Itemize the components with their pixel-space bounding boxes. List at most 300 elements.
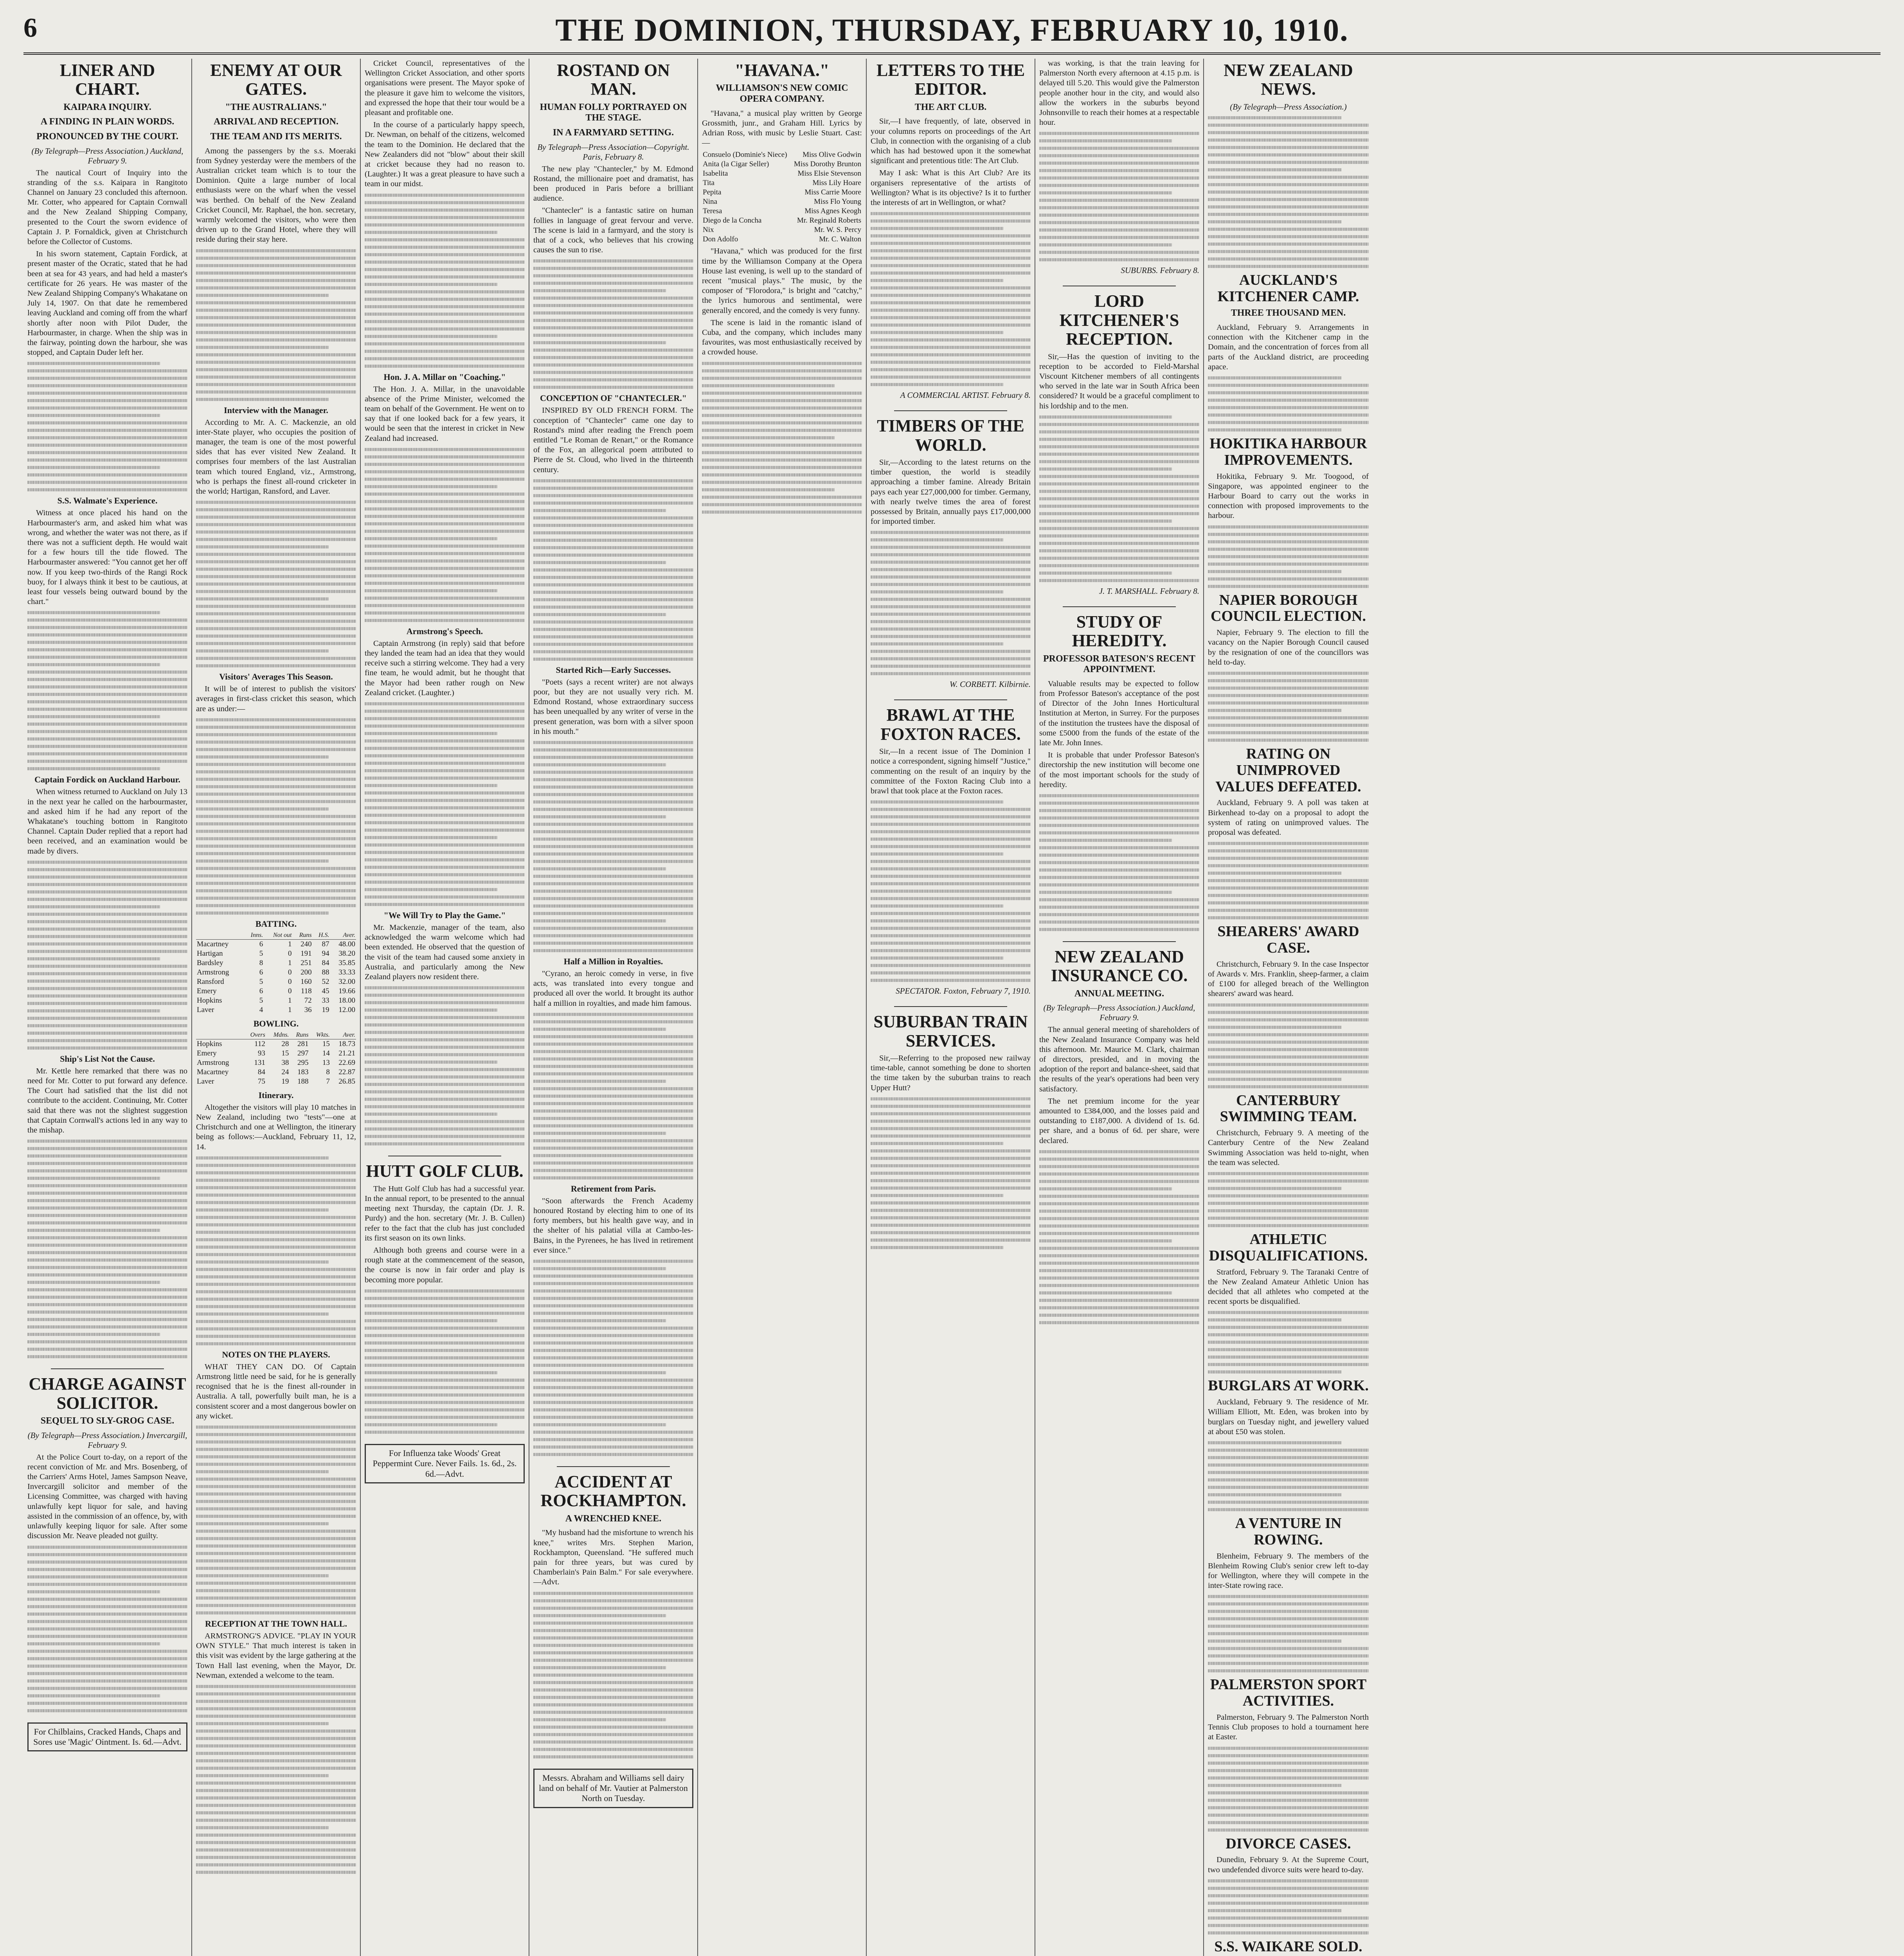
text-line-filler bbox=[871, 1194, 1003, 1197]
cast-row bbox=[702, 160, 862, 169]
table-cell: 19.66 bbox=[338, 987, 355, 995]
text-line-filler bbox=[1208, 1348, 1369, 1351]
text-line-filler bbox=[365, 1105, 525, 1108]
text-line-filler bbox=[702, 406, 862, 410]
text-line-filler bbox=[196, 1811, 356, 1814]
text-line-filler bbox=[365, 1053, 525, 1056]
text-line-filler bbox=[365, 485, 497, 488]
text-line-filler bbox=[27, 1192, 187, 1195]
dateline: (By Telegraph—Press Association.) Invercargill, February 9. bbox=[27, 1430, 187, 1450]
text-line-filler bbox=[533, 1681, 693, 1684]
text-line-filler bbox=[702, 421, 862, 424]
text-line-filler bbox=[196, 1342, 356, 1345]
article bbox=[533, 1472, 693, 1758]
text-line-filler bbox=[27, 1046, 187, 1050]
text-line-filler bbox=[871, 590, 1003, 593]
text-line-filler bbox=[196, 1722, 329, 1725]
text-line-filler bbox=[1039, 1217, 1199, 1220]
text-line-filler bbox=[1039, 1202, 1199, 1205]
text-line-filler bbox=[365, 1356, 525, 1359]
text-line-filler bbox=[533, 516, 693, 520]
text-line-filler bbox=[871, 620, 1031, 623]
text-line-filler bbox=[1208, 161, 1369, 164]
text-line-filler bbox=[365, 1083, 525, 1086]
text-line-filler bbox=[533, 1356, 693, 1359]
text-line-filler bbox=[365, 777, 525, 780]
text-line-filler bbox=[196, 257, 356, 260]
text-line-filler bbox=[196, 1492, 356, 1496]
column-8 bbox=[1204, 59, 1373, 1956]
text-line-filler bbox=[1208, 672, 1369, 675]
text-line-filler bbox=[1208, 176, 1369, 179]
table-cell: 8 bbox=[259, 958, 263, 967]
text-line-filler bbox=[702, 384, 835, 387]
table-caption: BOWLING. bbox=[253, 1018, 299, 1028]
brief-headline: CANTERBURY SWIMMING TEAM. bbox=[1220, 1092, 1357, 1125]
text-line-filler bbox=[1208, 413, 1369, 417]
table-cell: 1 bbox=[288, 940, 292, 948]
text-line-filler bbox=[1208, 1916, 1369, 1920]
text-line-filler bbox=[533, 860, 693, 863]
article bbox=[1039, 292, 1199, 596]
brief-text: Auckland, February 9. The residence of Mr. William Elliott, Mt. Eden, was broken into by burglars on Tuesday night, and jewellery valued at about £50 was stolen. bbox=[1208, 1398, 1369, 1436]
text-line-filler bbox=[1039, 147, 1199, 150]
text-line-filler bbox=[533, 1438, 693, 1441]
text-line-filler bbox=[1208, 1018, 1369, 1021]
text-line-filler bbox=[196, 642, 356, 645]
text-line-filler bbox=[871, 575, 1031, 579]
text-line-filler bbox=[27, 708, 187, 711]
text-line-filler bbox=[196, 741, 356, 744]
paragraph: It will be of interest to publish the visitors' averages in first-class cricket this season, which are as under:— bbox=[196, 685, 356, 713]
text-line-filler bbox=[1208, 1762, 1369, 1765]
text-line-filler bbox=[196, 301, 356, 304]
text-line-filler bbox=[533, 1297, 693, 1300]
text-line-filler bbox=[533, 1644, 693, 1647]
subheadline: ARRIVAL AND RECEPTION. bbox=[214, 117, 338, 127]
text-line-filler bbox=[27, 1032, 187, 1035]
brief-headline: SHEARERS' AWARD CASE. bbox=[1217, 923, 1359, 956]
text-line-filler bbox=[27, 767, 160, 770]
text-line-filler bbox=[702, 473, 862, 476]
text-line-filler bbox=[365, 1364, 525, 1367]
text-line-filler bbox=[533, 890, 693, 893]
text-line-filler bbox=[196, 1208, 329, 1212]
text-line-filler bbox=[1039, 191, 1172, 194]
headline: LORD KITCHENER'S RECEPTION. bbox=[1059, 291, 1179, 349]
text-line-filler bbox=[365, 335, 497, 338]
text-line-filler bbox=[533, 304, 693, 307]
text-line-filler bbox=[533, 1095, 693, 1098]
text-line-filler bbox=[871, 1134, 1031, 1138]
paragraph: In his sworn statement, Captain Fordick, at present master of the Ocratic, stated that he had been at sea for 43 years, and had held a master's certificate for 26 years. He was master of the New Zealand Shipping Company's Whakatane on July 14, 1907. On that date he remembered leaving Auckland and coming off from the wharf shortly after noon with Pilot Duder, the Harbourmaster, in charge. When the ship was in the fairway, pointing down the harbour, she was stopped, and Captain Duder left her. bbox=[27, 250, 187, 357]
text-line-filler bbox=[871, 845, 1031, 848]
paragraph: Sir,—I have frequently, of late, observed in your columns reports on proceedings of the Art Club, in connection with the organising of a club which has had bestowed upon it the somewhat significant and pretentious title: The Art Club. bbox=[871, 117, 1031, 165]
text-line-filler bbox=[533, 1334, 693, 1337]
text-line-filler bbox=[1208, 1669, 1369, 1672]
text-line-filler bbox=[533, 1260, 693, 1263]
text-line-filler bbox=[533, 771, 693, 774]
text-line-filler bbox=[871, 1097, 1031, 1100]
text-line-filler bbox=[871, 627, 1031, 631]
text-line-filler bbox=[533, 1431, 693, 1434]
text-line-filler bbox=[365, 710, 525, 713]
text-line-filler bbox=[702, 392, 862, 395]
section-subhead: Captain Fordick on Auckland Harbour. bbox=[34, 775, 180, 785]
table-cell: 48.00 bbox=[338, 940, 355, 948]
text-line-filler bbox=[1208, 879, 1369, 882]
text-line-filler bbox=[196, 530, 356, 534]
text-line-filler bbox=[196, 1478, 356, 1481]
table-cell: 84 bbox=[322, 958, 329, 967]
brief-headline: PALMERSTON SPORT ACTIVITIES. bbox=[1210, 1676, 1367, 1710]
table-cell: 251 bbox=[301, 958, 312, 967]
text-line-filler bbox=[533, 509, 666, 512]
text-line-filler bbox=[533, 531, 693, 534]
text-line-filler bbox=[702, 377, 862, 380]
table-row bbox=[196, 968, 356, 977]
text-line-filler bbox=[871, 838, 1031, 841]
text-line-filler bbox=[533, 1154, 693, 1157]
text-line-filler bbox=[533, 1147, 693, 1150]
text-line-filler bbox=[196, 800, 356, 803]
cast-row bbox=[702, 207, 862, 216]
text-line-filler bbox=[196, 807, 329, 811]
text-line-filler bbox=[533, 1755, 693, 1758]
paragraph: Mr. Kettle here remarked that there was no need for Mr. Cotter to put forward any defence. The Court had satisfied that the list did not contribute to the accident. Continuing, Mr. Cotter said that there was not the slightest suggestion that Captain Cornwall's actions led in any way to the mishap. bbox=[27, 1066, 187, 1135]
text-line-filler bbox=[1208, 849, 1369, 852]
text-line-filler bbox=[533, 823, 693, 826]
cast-cell: Miss Agnes Keogh bbox=[804, 207, 861, 216]
text-line-filler bbox=[1208, 228, 1369, 231]
text-line-filler bbox=[533, 1416, 693, 1419]
text-line-filler bbox=[365, 799, 525, 802]
text-line-filler bbox=[365, 814, 525, 817]
text-line-filler bbox=[196, 867, 356, 870]
text-line-filler bbox=[533, 635, 693, 638]
text-line-filler bbox=[196, 1834, 356, 1837]
text-line-filler bbox=[27, 436, 187, 439]
text-line-filler bbox=[196, 353, 356, 356]
text-line-filler bbox=[533, 326, 693, 329]
text-line-filler bbox=[27, 1244, 187, 1247]
text-line-filler bbox=[1039, 542, 1199, 545]
text-line-filler bbox=[365, 619, 525, 622]
text-line-filler bbox=[196, 1312, 329, 1316]
text-line-filler bbox=[702, 444, 862, 447]
text-line-filler bbox=[1208, 1894, 1369, 1897]
text-line-filler bbox=[27, 369, 187, 372]
text-line-filler bbox=[871, 1142, 1003, 1145]
text-line-filler bbox=[196, 1283, 356, 1286]
text-line-filler bbox=[871, 316, 1031, 319]
text-line-filler bbox=[533, 1740, 693, 1744]
text-line-filler bbox=[365, 732, 497, 735]
divider bbox=[894, 699, 1007, 700]
text-line-filler bbox=[1039, 438, 1199, 441]
text-line-filler bbox=[1208, 168, 1341, 171]
section-subhead: Visitors' Averages This Season. bbox=[219, 672, 333, 682]
dateline: (By Telegraph—Press Association.) bbox=[1230, 102, 1347, 111]
text-line-filler bbox=[871, 546, 1031, 549]
text-line-filler bbox=[196, 852, 356, 855]
table-cell: 112 bbox=[254, 1039, 265, 1048]
paragraph: INSPIRED BY OLD FRENCH FORM. The conception of "Chantecler" came one day to Rostand's mind after reading the French poem entitled "Le Roman de Renart," or the Romance of the Fox, an allegorical poem attributed to Pierre de St. Cloud, who lived in the thirteenth century. bbox=[533, 406, 693, 474]
text-line-filler bbox=[1039, 906, 1199, 909]
text-line-filler bbox=[27, 656, 187, 659]
subheadline: A FINDING IN PLAIN WORDS. bbox=[40, 117, 175, 127]
text-line-filler bbox=[365, 313, 525, 316]
text-line-filler bbox=[1208, 716, 1369, 719]
text-line-filler bbox=[1208, 1341, 1369, 1344]
table-cell: 1 bbox=[288, 996, 292, 1005]
table-cell: Hopkins bbox=[197, 1039, 222, 1048]
headline: ENEMY AT OUR GATES. bbox=[210, 61, 342, 99]
text-line-filler bbox=[533, 311, 693, 315]
text-line-filler bbox=[871, 257, 1031, 260]
text-line-filler bbox=[365, 881, 525, 884]
text-line-filler bbox=[1039, 228, 1199, 232]
table-cell: 21.21 bbox=[338, 1049, 355, 1057]
text-line-filler bbox=[1208, 1033, 1369, 1036]
table-cell: Laver bbox=[197, 1077, 214, 1086]
text-line-filler bbox=[871, 531, 1031, 534]
text-line-filler bbox=[533, 371, 693, 374]
text-line-filler bbox=[27, 1333, 160, 1336]
text-line-filler bbox=[196, 1819, 356, 1822]
text-line-filler bbox=[1208, 146, 1369, 149]
text-line-filler bbox=[871, 912, 1031, 915]
text-line-filler bbox=[365, 515, 525, 518]
text-line-filler bbox=[871, 279, 1003, 282]
text-line-filler bbox=[1208, 1909, 1341, 1912]
article bbox=[196, 61, 356, 1874]
text-line-filler bbox=[871, 882, 1031, 885]
subheadline: PROFESSOR BATESON'S RECENT APPOINTMENT. bbox=[1043, 653, 1195, 675]
table-cell: Ransford bbox=[197, 977, 224, 986]
text-line-filler bbox=[1039, 460, 1199, 463]
text-line-filler bbox=[365, 589, 497, 592]
text-line-filler bbox=[702, 399, 862, 402]
brief-text: Stratford, February 9. The Taranaki Centre of the New Zealand Amateur Athletic Union has decided that all athletes who competed at the recent sports be disqualified. bbox=[1208, 1267, 1369, 1306]
text-line-filler bbox=[365, 1401, 525, 1404]
text-line-filler bbox=[196, 264, 356, 267]
text-line-filler bbox=[533, 494, 693, 497]
text-line-filler bbox=[27, 994, 187, 998]
table-cell: 75 bbox=[257, 1077, 265, 1086]
text-line-filler bbox=[27, 481, 187, 484]
table-cell: 33.33 bbox=[338, 968, 355, 976]
text-line-filler bbox=[533, 576, 693, 579]
text-line-filler bbox=[1208, 116, 1341, 119]
text-line-filler bbox=[365, 463, 525, 466]
text-line-filler bbox=[196, 1737, 356, 1740]
text-line-filler bbox=[196, 1507, 356, 1510]
text-line-filler bbox=[871, 904, 1003, 908]
text-line-filler bbox=[27, 1024, 187, 1027]
text-line-filler bbox=[1039, 505, 1199, 508]
text-line-filler bbox=[533, 756, 693, 759]
text-line-filler bbox=[871, 927, 1031, 930]
text-line-filler bbox=[1039, 176, 1199, 180]
text-line-filler bbox=[365, 455, 525, 458]
text-line-filler bbox=[196, 1223, 356, 1226]
text-line-filler bbox=[871, 294, 1031, 297]
text-line-filler bbox=[533, 793, 693, 796]
text-line-filler bbox=[365, 873, 525, 876]
subheadline: KAIPARA INQUIRY. bbox=[63, 102, 151, 112]
text-line-filler bbox=[27, 760, 187, 763]
text-line-filler bbox=[365, 851, 525, 854]
text-line-filler bbox=[196, 1530, 356, 1533]
paragraph: Sir,—In a recent issue of The Dominion I notice a correspondent, signing himself "Justice," commenting on the result of an inquiry by the committee of the Foxton Racing Club into a brawl that took place at the Foxton races. bbox=[871, 747, 1031, 795]
subheadline: PRONOUNCED BY THE COURT. bbox=[36, 131, 178, 142]
text-line-filler bbox=[365, 1304, 525, 1307]
text-line-filler bbox=[196, 294, 329, 297]
column-header: Aver. bbox=[330, 931, 356, 940]
text-line-filler bbox=[1208, 1311, 1369, 1314]
text-line-filler bbox=[196, 1305, 356, 1308]
text-line-filler bbox=[27, 1560, 187, 1564]
text-line-filler bbox=[871, 971, 1031, 974]
text-line-filler bbox=[1208, 909, 1369, 912]
text-line-filler bbox=[533, 613, 666, 616]
text-line-filler bbox=[27, 737, 187, 741]
stats-table bbox=[196, 1031, 356, 1086]
text-line-filler bbox=[196, 1433, 356, 1436]
section-subhead: CONCEPTION OF "CHANTECLER." bbox=[540, 393, 687, 403]
text-line-filler bbox=[196, 1470, 329, 1473]
text-line-filler bbox=[196, 1685, 356, 1688]
text-line-filler bbox=[1039, 453, 1199, 456]
text-line-filler bbox=[1039, 139, 1172, 142]
paragraph: At the Police Court to-day, on a report of the recent conviction of Mr. and Mrs. Bosenberg, of the Carriers' Arms Hotel, James Sampson Neave, Invercargill solicitor and member of the Licensing Committee, was charged with having unlawfully kept liquor for sale, and having assisted in the commission of an offence, by, with unlawfully keeping liquor for sale. After some discussion Mr. Neave pleaded not guilty. bbox=[27, 1453, 187, 1541]
text-line-filler bbox=[196, 1559, 356, 1562]
text-line-filler bbox=[1208, 1333, 1369, 1336]
text-line-filler bbox=[871, 605, 1031, 608]
text-line-filler bbox=[533, 882, 693, 885]
brief-headline: ATHLETIC DISQUALIFICATIONS. bbox=[1209, 1231, 1368, 1264]
text-line-filler bbox=[365, 1423, 497, 1426]
table-cell: 6 bbox=[259, 940, 263, 948]
table-cell: 28 bbox=[281, 1039, 289, 1048]
text-line-filler bbox=[27, 883, 187, 886]
paragraph: "Havana," a musical play written by George Grossmith, junr., and Graham Hill. Lyrics by Adrian Ross, with music by Leslie Stuart. Cast:— bbox=[702, 109, 862, 147]
text-line-filler bbox=[533, 1312, 693, 1315]
section-subhead: RECEPTION AT THE TOWN HALL. bbox=[205, 1619, 347, 1629]
text-line-filler bbox=[1039, 482, 1199, 485]
table-cell: 0 bbox=[288, 987, 292, 995]
brief-text: Napier, February 9. The election to fill the vacancy on the Napier Borough Council caused by the resignation of one of the councillors was held to-day. bbox=[1208, 628, 1369, 667]
text-line-filler bbox=[1208, 1070, 1369, 1073]
text-line-filler bbox=[533, 334, 693, 337]
table-cell: 18.00 bbox=[338, 996, 355, 1005]
text-line-filler bbox=[533, 1282, 693, 1285]
text-line-filler bbox=[196, 324, 356, 327]
text-line-filler bbox=[533, 897, 693, 900]
divider bbox=[894, 1006, 1007, 1007]
column-header bbox=[196, 931, 244, 940]
text-line-filler bbox=[27, 414, 160, 417]
table-cell: 5 bbox=[259, 977, 263, 986]
text-line-filler bbox=[365, 342, 525, 345]
text-line-filler bbox=[871, 964, 1031, 967]
text-line-filler bbox=[27, 1199, 187, 1202]
text-line-filler bbox=[365, 994, 525, 997]
text-line-filler bbox=[27, 1613, 187, 1616]
paragraph: The net premium income for the year amounted to £384,000, and the losses paid and outstanding to £187,000. A dividend of 1s. 6d. per share, and a bonus of 6d. per share, were declared. bbox=[1039, 1097, 1199, 1145]
text-line-filler bbox=[871, 657, 1031, 660]
text-line-filler bbox=[27, 876, 187, 879]
brief-text: Dunedin, February 9. At the Supreme Court, two undefended divorce suits were heard to-day. bbox=[1208, 1855, 1369, 1874]
table-row bbox=[196, 977, 356, 987]
text-line-filler bbox=[1039, 236, 1199, 239]
text-line-filler bbox=[1039, 1299, 1199, 1302]
text-line-filler bbox=[1208, 1625, 1369, 1628]
text-line-filler bbox=[533, 1379, 693, 1382]
text-line-filler bbox=[27, 928, 187, 931]
table-cell: 0 bbox=[288, 968, 292, 976]
text-line-filler bbox=[533, 386, 693, 389]
headline: ROSTAND ON MAN. bbox=[557, 61, 670, 99]
text-line-filler bbox=[871, 613, 1031, 616]
text-line-filler bbox=[196, 830, 356, 833]
text-line-filler bbox=[27, 1348, 187, 1351]
text-line-filler bbox=[365, 1408, 525, 1411]
text-line-filler bbox=[196, 279, 356, 282]
text-line-filler bbox=[871, 635, 1031, 638]
text-line-filler bbox=[365, 1038, 525, 1041]
text-line-filler bbox=[27, 745, 187, 748]
text-line-filler bbox=[871, 1112, 1031, 1115]
text-line-filler bbox=[196, 904, 356, 907]
text-line-filler bbox=[196, 1707, 356, 1710]
text-line-filler bbox=[196, 1171, 356, 1174]
text-line-filler bbox=[196, 1231, 356, 1234]
cast-cell: Pepita bbox=[703, 188, 722, 197]
text-line-filler bbox=[1208, 391, 1369, 394]
text-line-filler bbox=[196, 1796, 356, 1800]
text-line-filler bbox=[1208, 585, 1369, 588]
paragraph: Altogether the visitors will play 10 matches in New Zealand, including two "tests"—one at Christchurch and one at Wellington, the itinerary being as follows:—Auckland, February 11, 12, 14. bbox=[196, 1103, 356, 1151]
paragraph: The nautical Court of Inquiry into the stranding of the s.s. Kaipara in Rangitoto Channel on January 23 concluded this afternoon. Mr. Cotter, who appeared for Captain Cornwall and the New Zealand Shipping Company, presented to the Court the sworn evidence of Captain J. P. Fornaldick, given at Christchurch before the Collector of Customs. bbox=[27, 168, 187, 246]
brief-headline: AUCKLAND'S KITCHENER CAMP. bbox=[1217, 271, 1359, 305]
text-line-filler bbox=[533, 1445, 693, 1449]
text-line-filler bbox=[365, 223, 525, 227]
dateline: (By Telegraph—Press Association.) Auckland, February 9. bbox=[31, 146, 184, 165]
paragraph: The Hon. J. A. Millar, in the unavoidable absence of the Prime Minister, welcomed the team on behalf of the Government. He went on to say that if one looked back for a few years, it would be seen that the interest in cricket in New Zealand had increased. bbox=[365, 385, 525, 443]
text-line-filler bbox=[27, 451, 187, 454]
text-line-filler bbox=[365, 903, 525, 906]
text-line-filler bbox=[365, 1068, 525, 1071]
text-line-filler bbox=[196, 376, 356, 379]
text-line-filler bbox=[27, 1355, 187, 1358]
text-line-filler bbox=[27, 473, 187, 476]
text-line-filler bbox=[1208, 1471, 1369, 1474]
text-line-filler bbox=[1208, 1063, 1369, 1066]
brief-text: Auckland, February 9. Arrangements in connection with the Kitchener camp in the Domain, and the concentration of forces from all parts of the Auckland district, are proceeding apace. bbox=[1208, 323, 1369, 371]
text-line-filler bbox=[365, 1090, 525, 1093]
text-line-filler bbox=[27, 723, 187, 726]
text-line-filler bbox=[365, 769, 525, 772]
paragraph: The annual general meeting of shareholders of the New Zealand Insurance Company was held this afternoon. Mr. Maurice M. Clark, chairman of directors, presided, and in moving the adoption of the report and balance-sheet, said that the results of the year's operations had been very satisfactory. bbox=[1039, 1025, 1199, 1093]
text-line-filler bbox=[1208, 1217, 1369, 1220]
text-line-filler bbox=[27, 987, 187, 990]
table-cell: 94 bbox=[322, 949, 329, 958]
text-line-filler bbox=[27, 1206, 187, 1210]
paragraph: Witness at once placed his hand on the Harbourmaster's arm, and asked him what was wrong, and whether the water was not there, as if there was not a sufficient depth. He would wait for a few hours till the tide flowed. The Harbourmaster answered: "You cannot get her off now. If you keep two-thirds of the Rangi Rock buoy, for I always think it best to be cautious, at least four vessels being outward bound by the chart." bbox=[27, 509, 187, 606]
table-cell: Hopkins bbox=[197, 996, 222, 1005]
